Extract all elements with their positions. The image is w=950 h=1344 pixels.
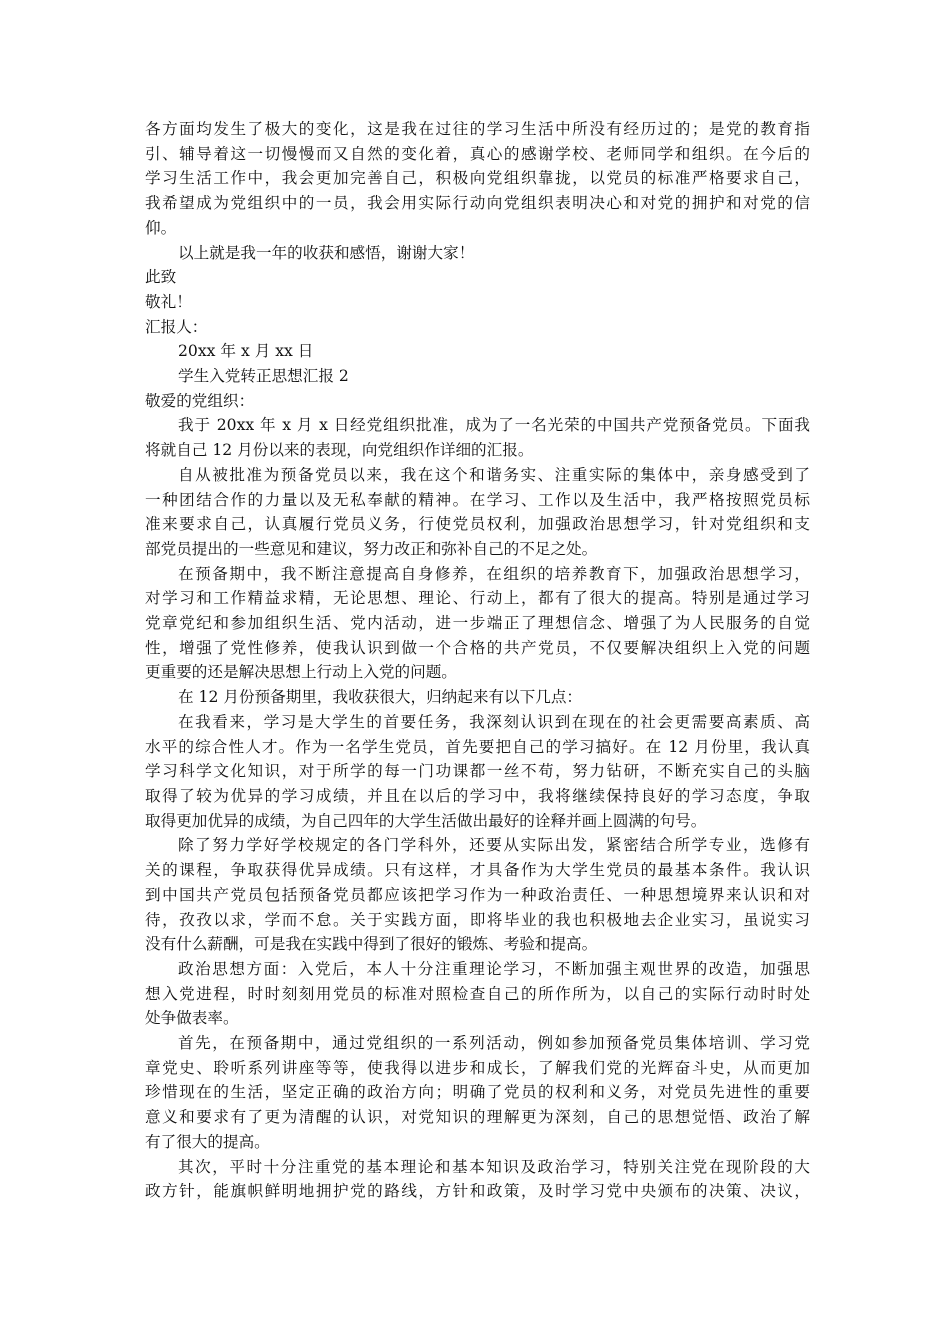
text-line: 准来要求自己，认真履行党员义务，行使党员权利，加强政治思想学习，针对党组织和支 [145,515,810,534]
text-line: 在预备期中，我不断注意提高自身修养，在组织的培养教育下，加强政治思想学习， [178,564,810,583]
document-body [145,117,810,1204]
text-line: 水平的综合性人才。作为一名学生党员，首先要把自己的学习搞好。在 12 月份里，我认真 [145,737,810,756]
text-line: 意义和要求有了更为清醒的认识，对党知识的理解更为深刻，自己的思想觉悟、政治了解 [145,1108,810,1127]
text-line: 我于 20xx 年 x 月 x 日经党组织批准，成为了一名光荣的中国共产党预备党员。下面我 [178,416,810,435]
text-line: 首先，在预备期中，通过党组织的一系列活动，例如参加预备党员集体培训、学习党 [178,1034,810,1053]
text-line: 此致 [145,268,177,287]
text-line: 自从被批准为预备党员以来，我在这个和谐务实、注重实际的集体中，亲身感受到了 [178,465,810,484]
text-line: 取得了较为优异的学习成绩，并且在以后的学习中，我将继续保持良好的学习态度，争取 [145,786,810,805]
text-line: 更重要的还是解决思想上行动上入党的问题。 [145,663,457,682]
text-line: 对学习和工作精益求精，无论思想、理论、行动上，都有了很大的提高。特别是通过学习 [145,589,810,608]
text-line: 没有什么薪酬，可是我在实践中得到了很好的锻炼、考验和提高。 [145,935,598,954]
text-line: 在我看来，学习是大学生的首要任务，我深刻认识到在现在的社会更需要高素质、高 [178,712,810,731]
text-line: 20xx 年 x 月 xx 日 [178,342,314,361]
text-line: 学习生活工作中，我会更加完善自己，积极向党组织靠拢，以党员的标准严格要求自己， [145,169,810,188]
text-line: 待，孜孜以求，学而不怠。关于实践方面，即将毕业的我也积极地去企业实习，虽说实习 [145,910,810,929]
text-line: 部党员提出的一些意见和建议，努力改正和弥补自己的不足之处。 [145,539,598,558]
text-line: 除了努力学好学校规定的各门学科外，还要从实际出发，紧密结合所学专业，选修有 [178,836,810,855]
text-line: 汇报人： [145,317,208,336]
text-line: 各方面均发生了极大的变化，这是我在过往的学习生活中所没有经历过的；是党的教育指 [145,120,810,138]
text-line: 关的课程，争取获得优异成绩。只有这样，才具备作为大学生党员的最基本条件。我认识 [145,861,810,880]
text-line: 仰。 [145,218,177,237]
text-line: 取得更加优异的成绩，为自己四年的大学生活做出最好的诠释并画上圆满的句号。 [145,811,707,830]
text-line: 一种团结合作的力量以及无私奉献的精神。在学习、工作以及生活中，我严格按照党员标 [145,490,810,509]
text-line: 政方针，能旗帜鲜明地拥护党的路线，方针和政策，及时学习党中央颁布的决策、决议， [145,1182,810,1201]
text-line: 以上就是我一年的收获和感悟，谢谢大家！ [178,243,475,262]
text-line: 党章党纪和参加组织生活、党内活动，进一步端正了理想信念、增强了为人民服务的自觉 [145,614,810,633]
text-line: 性，增强了党性修养，使我认识到做一个合格的共产党员，不仅要解决组织上入党的问题 [145,638,810,657]
text-line: 我希望成为党组织中的一员，我会用实际行动向党组织表明决心和对党的拥护和对党的信 [145,194,810,213]
text-line: 在 12 月份预备期里，我收获很大，归纳起来有以下几点： [178,688,583,707]
text-line: 其次，平时十分注重党的基本理论和基本知识及政治学习，特别关注党在现阶段的大 [178,1157,810,1176]
text-line: 珍惜现在的生活，坚定正确的政治方向；明确了党员的权利和义务，对党员先进性的重要 [145,1083,810,1102]
text-line: 政治思想方面：入党后，本人十分注重理论学习，不断加强主观世界的改造，加强思 [178,959,810,978]
text-line: 敬爱的党组织： [145,391,255,410]
text-line: 引、辅导着这一切慢慢而又自然的变化着，真心的感谢学校、老师同学和组织。在今后的 [145,144,810,163]
text-line: 学生入党转正思想汇报 2 [178,367,349,386]
text-line: 将就自己 12 月份以来的表现，向党组织作详细的汇报。 [145,441,534,460]
text-line: 有了很大的提高。 [145,1132,270,1151]
text-line: 章党史、聆听系列讲座等等，使我得以进步和成长，了解我们党的光辉奋斗史，从而更加 [145,1058,810,1077]
text-line: 学习科学文化知识，对于所学的每一门功课都一丝不苟，努力钻研，不断充实自己的头脑 [145,762,810,781]
text-line: 到中国共产党员包括预备党员都应该把学习作为一种政治责任、一种思想境界来认识和对 [145,885,810,904]
text-line: 处争做表率。 [145,1009,239,1028]
text-line: 敬礼！ [145,292,192,311]
text-line: 想入党进程，时时刻刻用党员的标准对照检查自己的所作所为，以自己的实际行动时时处 [145,984,810,1003]
